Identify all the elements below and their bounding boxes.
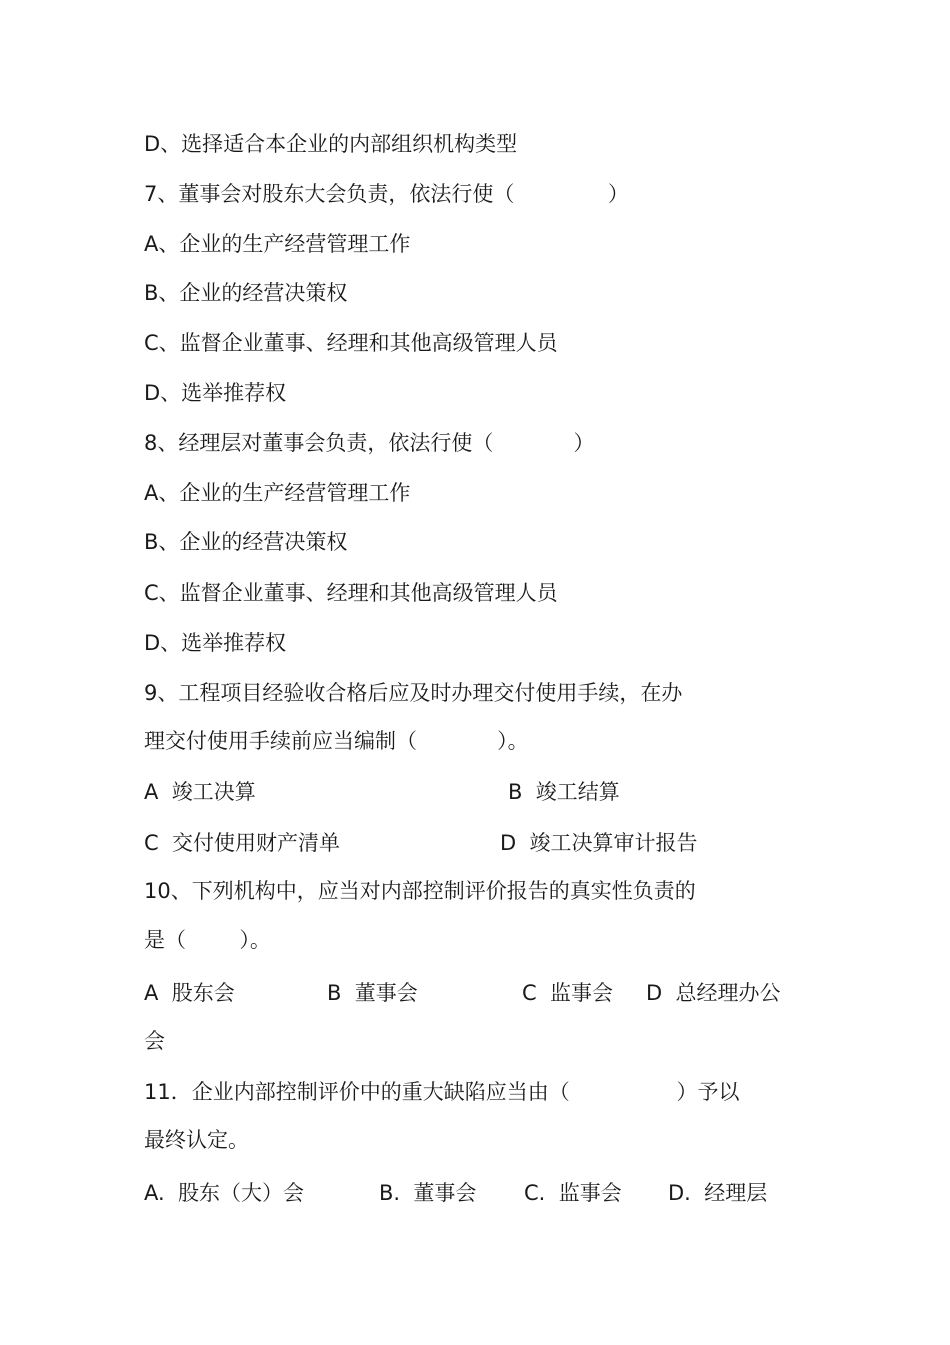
q7-option-c: C、监督企业董事、经理和其他高级管理人员 <box>144 331 558 355</box>
q11-option-b: B. 董事会 <box>379 1181 477 1205</box>
q10-option-a: A 股东会 <box>144 981 235 1005</box>
q8-stem: 8、经理层对董事会负责，依法行使（ ） <box>144 431 595 455</box>
q7-option-d: D、选举推荐权 <box>144 381 287 405</box>
q8-option-a: A、企业的生产经营管理工作 <box>144 481 411 505</box>
q8-option-d: D、选举推荐权 <box>144 631 287 655</box>
q9-stem-line2: 理交付使用手续前应当编制（ ）。 <box>144 729 529 753</box>
q9-option-a: A 竣工决算 <box>144 780 256 804</box>
q8-option-b: B、企业的经营决策权 <box>144 530 348 554</box>
q7-option-b: B、企业的经营决策权 <box>144 281 348 305</box>
q9-option-c: C 交付使用财产清单 <box>144 831 341 855</box>
q9-option-d: D 竣工决算审计报告 <box>500 831 698 855</box>
q10-option-c: C 监事会 <box>522 981 614 1005</box>
q10-stem-line1: 10、下列机构中，应当对内部控制评价报告的真实性负责的 <box>144 879 696 903</box>
q10-option-b: B 董事会 <box>327 981 418 1005</box>
q10-option-d-wrap: 会 <box>144 1029 165 1053</box>
q7-stem: 7、董事会对股东大会负责，依法行使（ ） <box>144 182 629 206</box>
q6-option-d: D、选择适合本企业的内部组织机构类型 <box>144 132 518 156</box>
q7-option-a: A、企业的生产经营管理工作 <box>144 232 411 256</box>
q9-stem-line1: 9、工程项目经验收合格后应及时办理交付使用手续，在办 <box>144 681 683 705</box>
q8-option-c: C、监督企业董事、经理和其他高级管理人员 <box>144 581 558 605</box>
q11-option-d: D. 经理层 <box>668 1181 768 1205</box>
q10-stem-line2: 是（ ）。 <box>144 928 271 952</box>
q11-stem-line1: 11．企业内部控制评价中的重大缺陷应当由（ ）予以 <box>144 1080 740 1104</box>
q11-option-a: A. 股东（大）会 <box>144 1181 305 1205</box>
q11-stem-line2: 最终认定。 <box>144 1128 249 1152</box>
q10-option-d: D 总经理办公 <box>646 981 781 1005</box>
q9-option-b: B 竣工结算 <box>508 780 620 804</box>
q11-option-c: C. 监事会 <box>524 1181 622 1205</box>
